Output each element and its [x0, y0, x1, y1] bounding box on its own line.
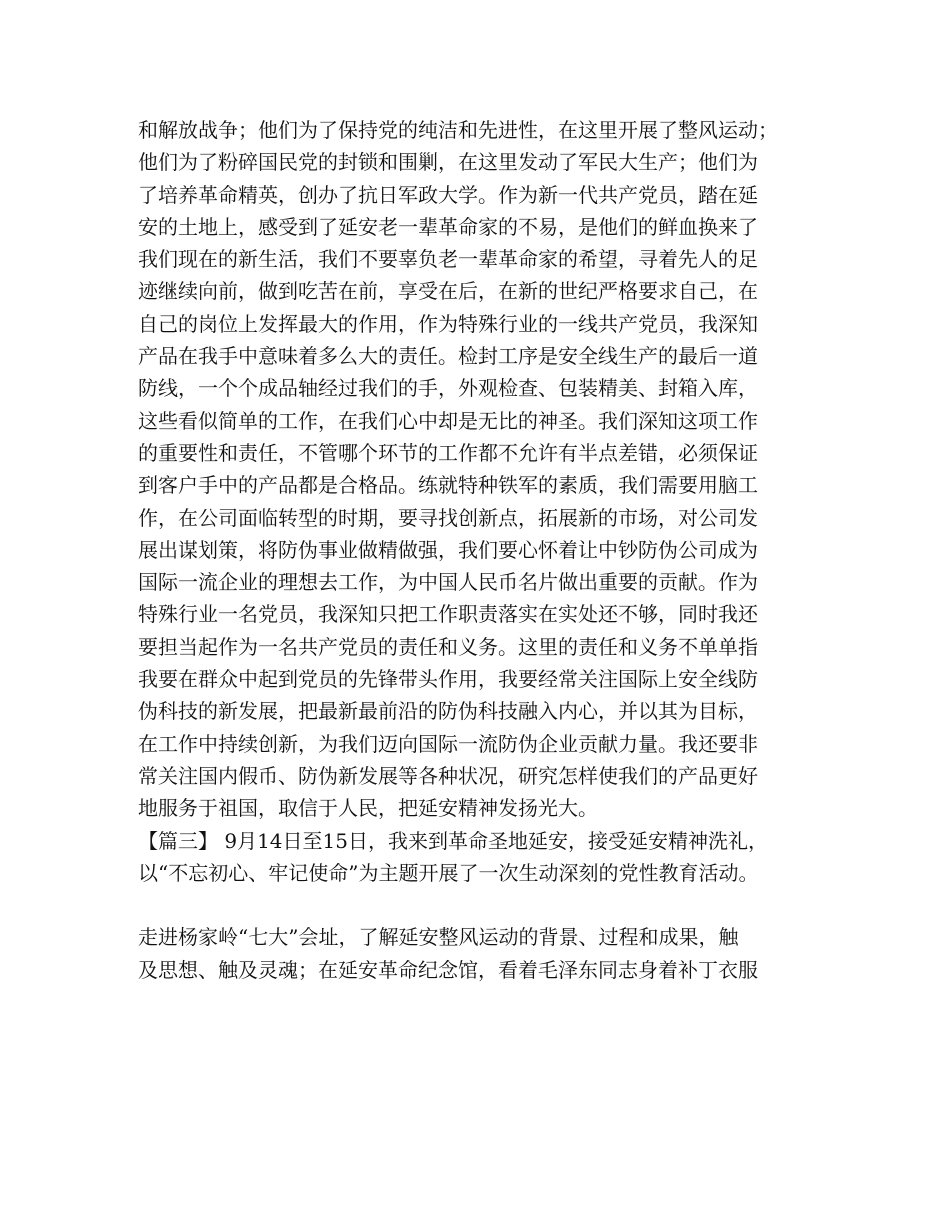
text-line: 迹继续向前，做到吃苦在前，享受在后，在新的世纪严格要求自己，在: [138, 279, 758, 304]
text-line: 在工作中持续创新，为我们迈向国际一流防伪企业贡献力量。我还要非: [138, 731, 758, 756]
text-line: 国际一流企业的理想去工作，为中国人民币名片做出重要的贡献。作为: [138, 570, 758, 595]
body-text: [138, 114, 838, 986]
text-line: 特殊行业一名党员，我深知只把工作职责落实在实处还不够，同时我还: [138, 602, 758, 627]
text-line: 的重要性和责任，不管哪个环节的工作都不允许有半点差错，必须保证: [138, 440, 758, 465]
text-line: 这些看似简单的工作，在我们心中却是无比的神圣。我们深知这项工作: [138, 408, 758, 433]
text-line: 常关注国内假币、防伪新发展等各种状况，研究怎样使我们的产品更好: [138, 763, 758, 788]
blank-line: [138, 889, 838, 921]
text-line: 了培养革命精英，创办了抗日军政大学。作为新一代共产党员，踏在延: [138, 182, 758, 207]
text-line: 及思想、触及灵魂；在延安革命纪念馆，看着毛泽东同志身着补丁衣服: [138, 957, 758, 982]
text-line: 地服务于祖国，取信于人民，把延安精神发扬光大。: [138, 796, 598, 821]
text-line: 伪科技的新发展，把最新最前沿的防伪科技融入内心，并以其为目标，: [138, 699, 758, 724]
text-line: 我们现在的新生活，我们不要辜负老一辈革命家的希望，寻着先人的足: [138, 247, 758, 272]
text-line: 安的土地上，感受到了延安老一辈革命家的不易，是他们的鲜血换来了: [138, 214, 758, 239]
text-line: 产品在我手中意味着多么大的责任。检封工序是安全线生产的最后一道: [138, 344, 758, 369]
section-heading-line: 【篇三】 9月14日至15日，我来到革命圣地延安，接受延安精神洗礼，: [138, 828, 768, 853]
text-line: 要担当起作为一名共产党员的责任和义务。这里的责任和义务不单单指: [138, 634, 758, 659]
text-line: 自己的岗位上发挥最大的作用，作为特殊行业的一线共产党员，我深知: [138, 311, 758, 336]
text-line: 作，在公司面临转型的时期，要寻找创新点，拓展新的市场，对公司发: [138, 505, 758, 530]
text-line: 我要在群众中起到党员的先锋带头作用，我要经常关注国际上安全线防: [138, 667, 758, 692]
text-line: 走进杨家岭“七大”会址，了解延安整风运动的背景、过程和成果，触: [138, 925, 739, 950]
text-line: 和解放战争；他们为了保持党的纯洁和先进性，在这里开展了整风运动；: [138, 118, 778, 142]
text-line: 防线，一个个成品轴经过我们的手，外观检查、包装精美、封箱入库，: [138, 376, 758, 401]
text-line: 以“不忘初心、牢记使命”为主题开展了一次生动深刻的党性教育活动。: [138, 860, 759, 885]
text-line: 他们为了粉碎国民党的封锁和围剿，在这里发动了军民大生产；他们为: [138, 150, 758, 175]
text-line: 展出谋划策，将防伪事业做精做强，我们要心怀着让中钞防伪公司成为: [138, 537, 758, 562]
text-line: 到客户手中的产品都是合格品。练就特种铁军的素质，我们需要用脑工: [138, 473, 758, 498]
